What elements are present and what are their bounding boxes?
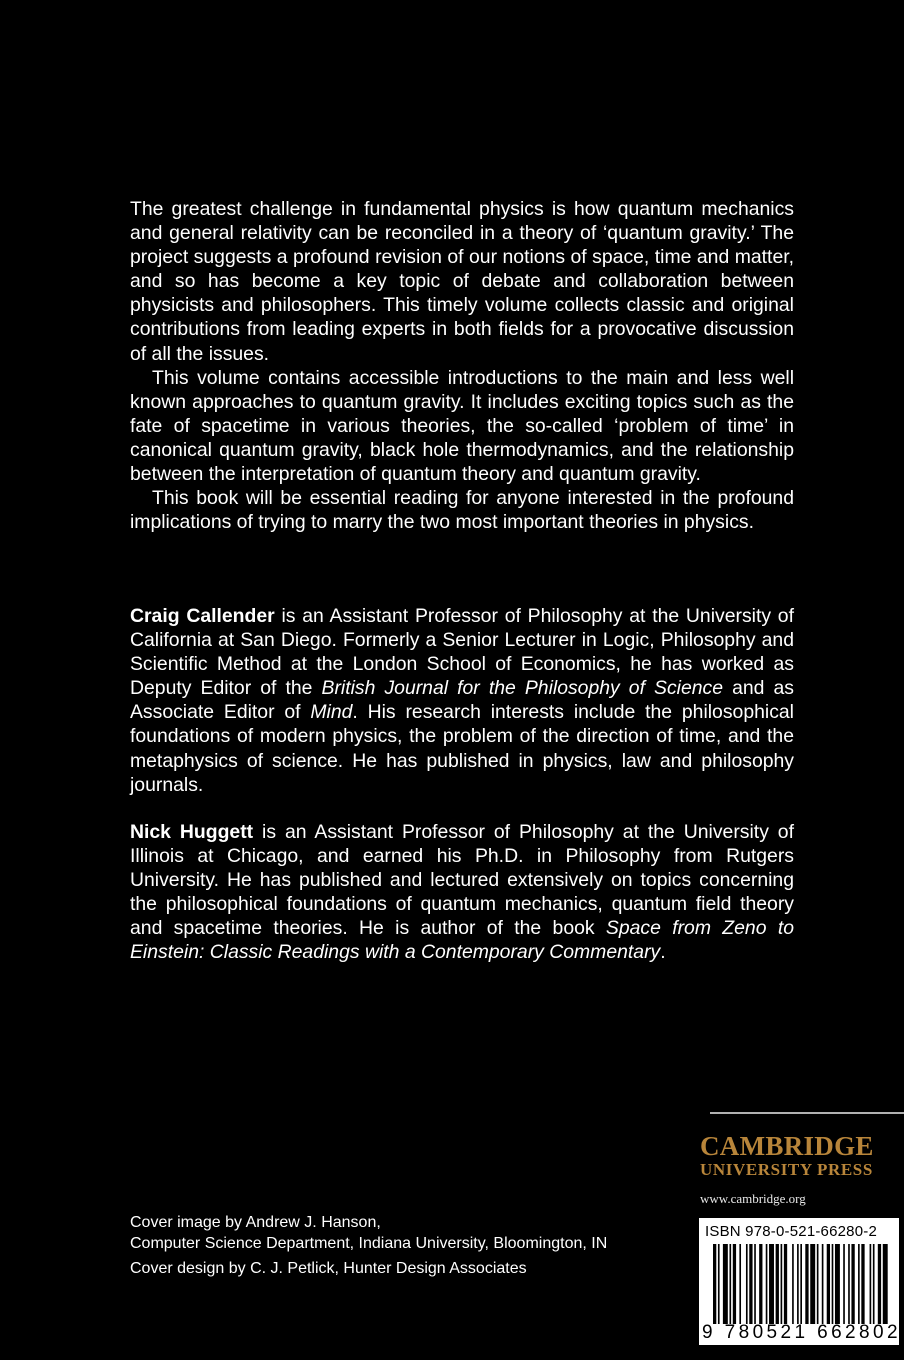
bio-text: is an Assistant Professor of Philosophy at the University of California at San Diego. Formerly a Senior Lecturer in Logic, Philosophy and Scientific Method at the London School of Economics, he has worked as Deputy Editor of the [130, 605, 794, 700]
barcode-bar [749, 1244, 752, 1324]
barcode-bar [713, 1244, 716, 1324]
back-cover-blurb [130, 197, 794, 534]
isbn-label: ISBN 978-0-521-66280-2 [705, 1223, 878, 1240]
barcode-bar [848, 1244, 850, 1324]
barcode-bar [733, 1244, 736, 1324]
bio-text: . His research interests include the philosophical foundations of modern physics, the problem of the direction of time, and the metaphysics of science. He has published in physics, law and philosophy journals. [130, 701, 794, 796]
blurb-paragraph-2: This volume contains accessible introductions to the main and less well known approaches to quantum gravity. It includes exciting topics such as the fate of spacetime in various theories, the so-called ‘problem of time’ in canonical quantum gravity, black hole thermodynamics, and the relationship between the interpretation of quantum theory and quantum gravity. [130, 366, 794, 486]
barcode-bar [776, 1244, 779, 1324]
barcode-bar [769, 1244, 774, 1324]
journal-title: Mind [310, 701, 353, 724]
blurb-paragraph-3: This book will be essential reading for anyone interested in the profound implications of trying to marry the two most important theories in physics. [130, 487, 794, 534]
barcode-bar [822, 1244, 824, 1324]
barcode-bar [805, 1244, 808, 1324]
blurb-paragraph-1: The greatest challenge in fundamental physics is how quantum mechanics and general relativity can be reconciled in a theory of ‘quantum gravity.’ The project suggests a profound revision of our notions of space, time and matter, and so has become a key topic of debate and collaboration between physicists and philosophers. This timely volume collects classic and original contributions from leading experts in both fields for a provocative discussion of all the issues. [130, 198, 794, 365]
barcode-bar [858, 1244, 860, 1324]
publisher-url[interactable]: www.cambridge.org [700, 1191, 806, 1206]
barcode-bar [843, 1244, 845, 1324]
barcode-bar [792, 1244, 794, 1324]
credit-line: Computer Science Department, Indiana University, Bloomington, IN [130, 1235, 608, 1252]
barcode-bar [878, 1244, 881, 1324]
barcode-digits: 9 780521 662802 [702, 1322, 901, 1343]
barcode-bar [797, 1244, 799, 1324]
barcode-bar [781, 1244, 783, 1324]
cover-design-credit: Cover design by C. J. Petlick, Hunter Design Associates [130, 1260, 527, 1277]
author-bio-callender [130, 604, 794, 797]
isbn-barcode [699, 1218, 899, 1345]
barcode-bar [729, 1244, 731, 1324]
cover-image-credit [130, 1212, 690, 1254]
publisher-divider [710, 1112, 904, 1114]
bio-text: is an Assistant Professor of Philosophy at the University of Illinois at Chicago, and earned his Ph.D. in Philosophy from Rutgers University. He has published and lectured extensively on topics concerning the philosophical foundations of quantum mechanics, quantum field theory and spacetime theories. He is author of the book [130, 821, 794, 940]
bio-text: . [660, 941, 666, 964]
barcode-bars [713, 1244, 891, 1324]
barcode-bar [851, 1244, 854, 1324]
barcode-bar [873, 1244, 875, 1324]
publisher-subname: UNIVERSITY PRESS [700, 1160, 873, 1179]
barcode-bar [835, 1244, 840, 1324]
barcode-bar [817, 1244, 819, 1324]
author-bio-huggett [130, 820, 794, 965]
barcode-bar [723, 1244, 728, 1324]
author-name: Nick Huggett [130, 821, 254, 843]
barcode-bar [739, 1244, 741, 1324]
barcode-bar [800, 1244, 802, 1324]
barcode-bar [883, 1244, 888, 1324]
credit-line: Cover image by Andrew J. Hanson, [130, 1214, 381, 1231]
barcode-bar [766, 1244, 768, 1324]
barcode-bar [784, 1244, 787, 1324]
barcode-bar [832, 1244, 834, 1324]
barcode-bar [810, 1244, 815, 1324]
barcode-bar [861, 1244, 864, 1324]
barcode-bar [759, 1244, 762, 1324]
book-title: Space from Zeno to Einstein: Classic Readings with a Contemporary Commentary [130, 917, 794, 964]
barcode-bar [870, 1244, 872, 1324]
author-name: Craig Callender [130, 605, 275, 627]
barcode-bar [718, 1244, 720, 1324]
publisher-logo [700, 1133, 896, 1180]
journal-title: British Journal for the Philosophy of Science [321, 677, 724, 700]
publisher-name: CAMBRIDGE [700, 1131, 874, 1161]
barcode-bar [827, 1244, 830, 1324]
barcode-bar [746, 1244, 748, 1324]
bio-text: and as Associate Editor of [130, 677, 794, 724]
barcode-bar [754, 1244, 756, 1324]
